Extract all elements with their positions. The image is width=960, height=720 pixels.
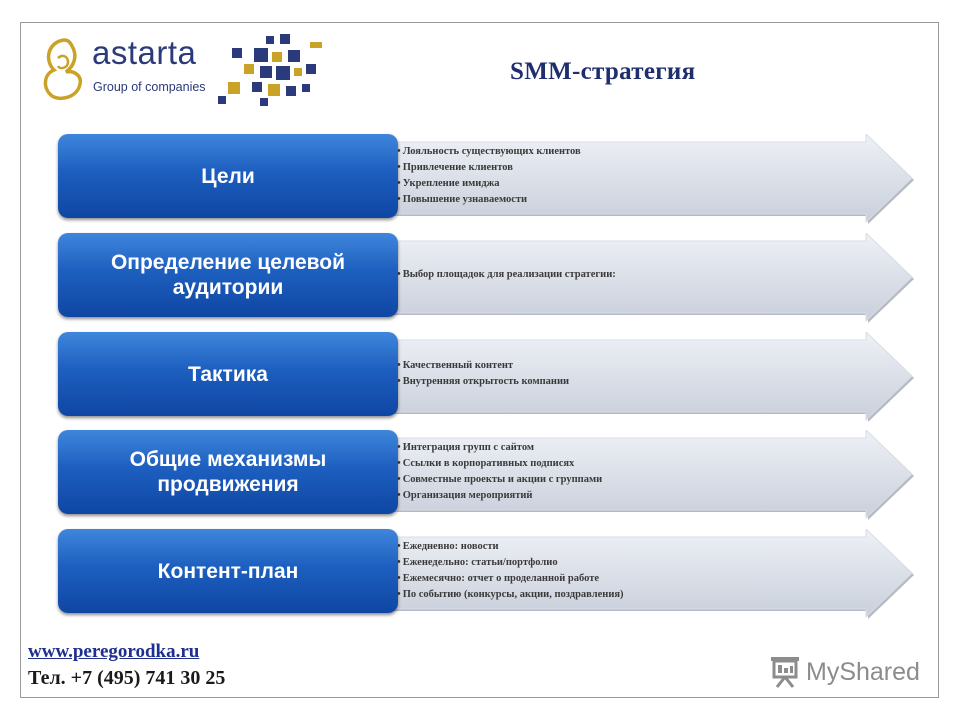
logo-name: astarta [92, 34, 197, 71]
section-label: Тактика [188, 362, 268, 386]
slide-title: SMM-стратегия [510, 58, 696, 85]
section-label-box [58, 332, 398, 416]
myshared-watermark [768, 655, 920, 689]
section-label: Определение целевой аудитории [110, 251, 346, 299]
presentation-icon [768, 655, 802, 689]
section-label-box [58, 529, 398, 613]
logo-subtitle: Group of companies [93, 80, 206, 94]
section-bullets [397, 440, 602, 504]
section-row [56, 529, 916, 621]
section-row [56, 332, 916, 424]
section-label: Контент-план [157, 559, 299, 583]
bullet-item: • Лояльность существующих клиентов [397, 144, 581, 160]
section-label-box [58, 430, 398, 514]
section-label-box [58, 134, 398, 218]
bullet-item: • Интеграция групп с сайтом [397, 440, 602, 456]
section-row [56, 430, 916, 522]
bullet-item: • Совместные проекты и акции с группами [397, 472, 602, 488]
bullet-item: • Качественный контент [397, 358, 569, 374]
section-bullets [397, 358, 569, 390]
bullet-item: • Укрепление имиджа [397, 176, 581, 192]
bullet-item: • Ежедневно: новости [397, 539, 624, 555]
section-bullets [397, 539, 624, 603]
section-bullets [397, 267, 616, 283]
company-logo [38, 36, 328, 108]
bullet-item: • Внутренняя открытость компании [397, 374, 569, 390]
bullet-item: • Повышение узнаваемости [397, 192, 581, 208]
astarta-logo-mark-icon [38, 36, 90, 102]
watermark-text: MyShared [806, 657, 920, 686]
section-label: Общие механизмы продвижения [129, 448, 327, 496]
bullet-item: • Выбор площадок для реализации стратегии: [397, 267, 616, 283]
bullet-item: • Еженедельно: статьи/портфолио [397, 555, 624, 571]
bullet-item: • По событию (конкурсы, акции, поздравления) [397, 587, 624, 603]
bullet-item: • Привлечение клиентов [397, 160, 581, 176]
logo-squares-icon [218, 34, 328, 110]
bullet-item: • Ссылки в корпоративных подписях [397, 456, 602, 472]
section-row [56, 233, 916, 325]
section-label: Цели [201, 164, 255, 188]
bullet-item: • Ежемесячно: отчет о проделанной работе [397, 571, 624, 587]
section-label-box [58, 233, 398, 317]
phone-number: Тел. +7 (495) 741 30 25 [28, 667, 226, 689]
website-link[interactable]: www.peregorodka.ru [28, 641, 200, 662]
bullet-item: • Организация мероприятий [397, 488, 602, 504]
section-row [56, 134, 916, 226]
section-bullets [397, 144, 581, 208]
